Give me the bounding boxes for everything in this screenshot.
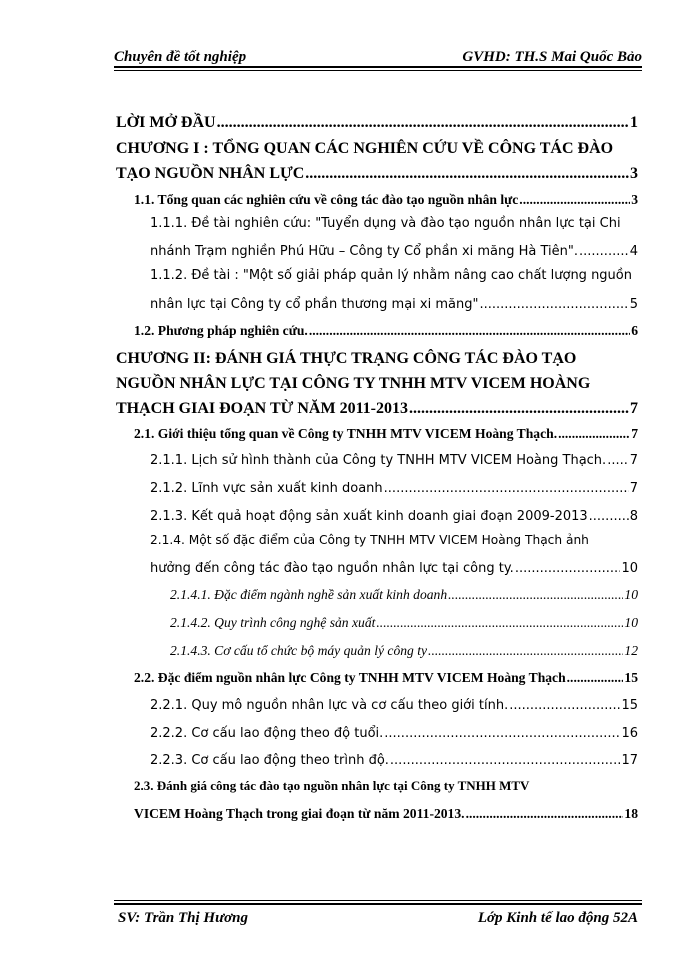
toc-entry-2-3-cont[interactable]: VICEM Hoàng Thạch trong giai đoạn từ năm 2011-2013. ..... 18 [134, 806, 638, 822]
header-right: GVHD: TH.S Mai Quốc Bảo [462, 49, 642, 65]
footer-rule-thin [114, 900, 642, 901]
toc-entry-2-2[interactable]: 2.2. Đặc điểm nguồn nhân lực Công ty TNHH MTV VICEM Hoàng Thạch ..... 15 [134, 670, 638, 686]
header-rule-thin [114, 70, 642, 71]
header-left: Chuyên đề tốt nghiệp [114, 49, 247, 65]
footer-right: Lớp Kinh tế lao động 52A [477, 909, 638, 926]
toc-entry-1-1-2-cont[interactable]: nhân lực tại Công ty cổ phần thương mại xi măng" ..... 5 [150, 297, 638, 312]
toc-entry-2-1-3[interactable]: 2.1.3. Kết quả hoạt động sản xuất kinh doanh giai đoạn 2009-2013 ..... 8 [150, 509, 638, 524]
toc-entry-2-1-4-cont[interactable]: hưởng đến công tác đào tạo nguồn nhân lực tại công ty. ..... 10 [150, 561, 638, 576]
toc-entry-chapter-1-cont[interactable]: TẠO NGUỒN NHÂN LỰC ..... 3 [116, 165, 638, 183]
toc-entry-2-2-1[interactable]: 2.2.1. Quy mô nguồn nhân lực và cơ cấu theo giới tính. ..... 15 [150, 698, 638, 713]
toc-entry-chapter-1[interactable]: CHƯƠNG I : TỔNG QUAN CÁC NGHIÊN CỨU VỀ CÔNG TÁC ĐÀO [116, 140, 614, 157]
toc-entry-2-1-4[interactable]: 2.1.4. Một số đặc điểm của Công ty TNHH MTV VICEM Hoàng Thạch ảnh [150, 533, 589, 547]
toc-entry-2-2-2[interactable]: 2.2.2. Cơ cấu lao động theo độ tuổi. ..... 16 [150, 726, 638, 741]
toc-entry-2-1-4-1[interactable]: 2.1.4.1. Đặc điểm ngành nghề sản xuất kinh doanh ..... 10 [170, 587, 638, 603]
toc-entry-1-1-1[interactable]: 1.1.1. Đề tài nghiên cứu: "Tuyển dụng và đào tạo nguồn nhân lực tại Chi [150, 216, 621, 231]
toc-entry-2-2-3[interactable]: 2.2.3. Cơ cấu lao động theo trình độ. ..... 17 [150, 753, 638, 768]
toc-entry-1-2[interactable]: 1.2. Phương pháp nghiên cứu. ..... 6 [134, 323, 638, 339]
toc-entry-2-1-4-2[interactable]: 2.1.4.2. Quy trình công nghệ sản xuất ..... 10 [170, 615, 638, 631]
toc-entry-1-1-1-cont[interactable]: nhánh Trạm nghiền Phú Hữu – Công ty Cổ phần xi măng Hà Tiên". ..... 4 [150, 244, 638, 259]
toc-entry-2-1-2[interactable]: 2.1.2. Lĩnh vực sản xuất kinh doanh ..... 7 [150, 481, 638, 496]
page-header [114, 36, 642, 66]
toc-entry-1-1[interactable]: 1.1. Tổng quan các nghiên cứu về công tác đào tạo nguồn nhân lực ..... 3 [134, 192, 638, 208]
toc-entry-2-1-4-3[interactable]: 2.1.4.3. Cơ cấu tổ chức bộ máy quản lý công ty ..... 12 [170, 643, 638, 659]
toc-entry-2-1-1[interactable]: 2.1.1. Lịch sử hình thành của Công ty TNHH MTV VICEM Hoàng Thạch. ..... 7 [150, 453, 638, 468]
page-footer [118, 906, 638, 930]
toc-entry-loi-mo-dau[interactable]: LỜI MỞ ĐẦU ..... 1 [116, 114, 638, 132]
toc-entry-1-1-2[interactable]: 1.1.2. Đề tài : "Một số giải pháp quản lý nhằm nâng cao chất lượng nguồn [150, 268, 632, 283]
header-rule [114, 66, 642, 68]
toc-entry-chapter-2[interactable]: CHƯƠNG II: ĐÁNH GIÁ THỰC TRẠNG CÔNG TÁC ĐÀO TẠO [116, 350, 577, 367]
toc-entry-2-3[interactable]: 2.3. Đánh giá công tác đào tạo nguồn nhân lực tại Công ty TNHH MTV [134, 778, 530, 793]
footer-left: SV: Trần Thị Hương [118, 909, 248, 926]
toc-entry-2-1[interactable]: 2.1. Giới thiệu tổng quan về Công ty TNHH MTV VICEM Hoàng Thạch. ..... 7 [134, 426, 638, 442]
footer-rule [114, 903, 642, 905]
toc-entry-chapter-2-cont[interactable]: NGUỒN NHÂN LỰC TẠI CÔNG TY TNHH MTV VICEM HOÀNG [116, 375, 591, 392]
toc-entry-chapter-2-cont2[interactable]: THẠCH GIAI ĐOẠN TỪ NĂM 2011-2013 ..... 7 [116, 400, 638, 418]
